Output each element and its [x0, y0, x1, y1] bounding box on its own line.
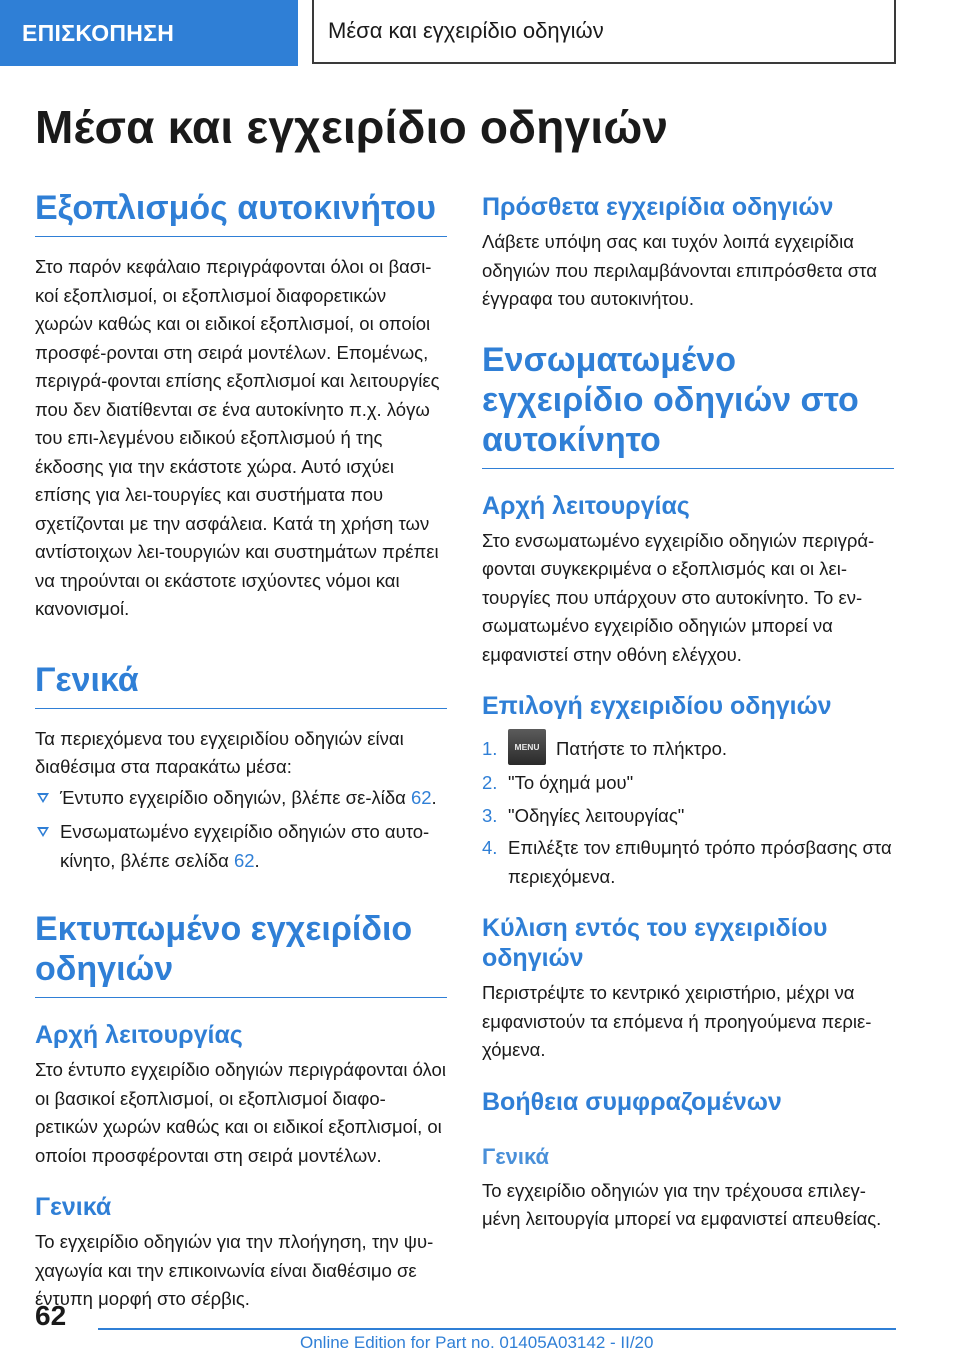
media-list [35, 784, 447, 876]
section-tab[interactable]: ΕΠΙΣΚΟΠΗΣΗ [0, 0, 298, 66]
printed-general-heading: Γενικά [35, 1193, 112, 1221]
equipment-text: Στο παρόν κεφάλαιο περιγράφονται όλοι οι βασι‐κοί εξοπλισμοί, οι εξοπλισμοί διαφορετικών χωρών καθώς και οι ειδικοί εξοπλισμοί, οι οποίοι προσφέ‐ρονται στη σειρά μοντέλων. Επομένως, περιγρά‐φονται επίσης εξοπλισμοί και λειτουργίες που δεν διατίθενται σε ένα αυτοκίνητο π.χ. λόγω του επι‐λεγμένου ειδικού εξοπλισμού ή της έκδοσης για την εκάστοτε χώρα. Αυτό ισχύει επίσης για λει‐τουργίες και συστήματα που σχετίζονται με την ασφάλεια. Κατά τη χρήση των αντίστοιχων λει‐τουργιών και συστημάτων πρέπει να τηρούνται οι εκάστοτε ισχύοντες νόμοι και κανονισμοί. [35, 256, 440, 619]
general-heading: Γενικά [35, 660, 447, 709]
list-item: Ενσωματωμένο εγχειρίδιο οδηγιών στο αυτο‐κίνητο, βλέπε σελίδα 62. [35, 818, 447, 875]
page-link[interactable]: 62 [410, 786, 432, 808]
list-item: 2. "Το όχημά μου" [482, 772, 634, 794]
printed-manual-heading: Εκτυπωμένο εγχειρίδιο οδηγιών [35, 909, 447, 998]
triangle-bullet-icon [37, 793, 49, 803]
list-item: 4. Επιλέξτε τον επιθυμητό τρόπο πρόσβασης στα περιεχόμενα. [482, 837, 892, 887]
printed-general-text: Το εγχειρίδιο οδηγιών για την πλοήγηση, την ψυ‐χαγωγία και την επικοινωνία είναι διαθέσιμο σε έντυπη μορφή στο σέρβις. [35, 1231, 434, 1309]
context-general-text: Το εγχειρίδιο οδηγιών για την τρέχουσα επιλεγ‐μένη λειτουργία μπορεί να εμφανιστεί απευθείας. [482, 1179, 882, 1230]
printed-principle-text: Στο έντυπο εγχειρίδιο οδηγιών περιγράφονται όλοι οι βασικοί εξοπλισμοί, οι εξοπλισμοί διαφο‐ρετικών χωρών καθώς και οι ειδικοί εξοπλισμοί, οι οποίοι προσφέρονται στη σειρά μοντέλων. [35, 1059, 446, 1166]
integrated-principle-text: Στο ενσωματωμένο εγχειρίδιο οδηγιών περιγρά‐φονται συγκεκριμένα ο εξοπλισμός και οι λει‐τουργίες που υπάρχουν στο αυτοκίνητο. Το εν‐σωματωμένο εγχειρίδιο οδηγιών μπορεί να εμφανιστεί στην οθόνη ελέγχου. [482, 529, 875, 665]
top-bar [0, 0, 960, 66]
select-steps [482, 735, 894, 891]
context-help-heading: Βοήθεια συμφραζομένων [482, 1087, 782, 1116]
page-number: 62 [35, 1300, 67, 1331]
select-manual-heading: Επιλογή εγχειριδίου οδηγιών [482, 692, 832, 720]
scroll-heading: Κύλιση εντός του εγχειριδίου οδηγιών [482, 914, 828, 973]
integrated-manual-heading: Ενσωματωμένο εγχειρίδιο οδηγιών στο αυτοκίνητο [482, 340, 894, 469]
chapter-tab: Μέσα και εγχειρίδιο οδηγιών [312, 0, 896, 64]
additional-manuals-text: Λάβετε υπόψη σας και τυχόν λοιπά εγχειρίδια οδηγιών που περιλαμβάνονται επιπρόσθετα στα έγγραφα του αυτοκινήτου. [482, 231, 877, 309]
footer-divider [98, 1328, 896, 1330]
list-item: 3. "Οδηγίες λειτουργίας" [482, 804, 685, 826]
triangle-bullet-icon [37, 827, 49, 837]
right-column [482, 188, 894, 1234]
page-link[interactable]: 62 [233, 849, 255, 871]
scroll-text: Περιστρέψτε το κεντρικό χειριστήριο, μέχρι να εμφανιστούν τα επόμενα ή προηγούμενα περιε‐χόμενα. [482, 982, 872, 1061]
list-item: 1. MENU Πατήστε το πλήκτρο. [482, 735, 894, 765]
list-item: Έντυπο εγχειρίδιο οδηγιών, βλέπε σε‐λίδα 62. [35, 784, 447, 813]
menu-button-icon[interactable]: MENU [508, 729, 546, 765]
integrated-principle-heading: Αρχή λειτουργίας [482, 491, 690, 520]
additional-manuals-heading: Πρόσθετα εγχειρίδια οδηγιών [482, 193, 834, 221]
general-text: Τα περιεχόμενα του εγχειριδίου οδηγιών είναι διαθέσιμα στα παρακάτω μέσα: [35, 727, 404, 777]
left-column [35, 188, 447, 1314]
page-title: Μέσα και εγχειρίδιο οδηγιών [35, 101, 669, 153]
context-general-heading: Γενικά [482, 1143, 550, 1169]
printed-principle-heading: Αρχή λειτουργίας [35, 1021, 243, 1049]
edition-text: Online Edition for Part no. 01405A03142 - II/20 [300, 1333, 654, 1352]
equipment-heading: Εξοπλισμός αυτοκινήτου [35, 188, 447, 237]
